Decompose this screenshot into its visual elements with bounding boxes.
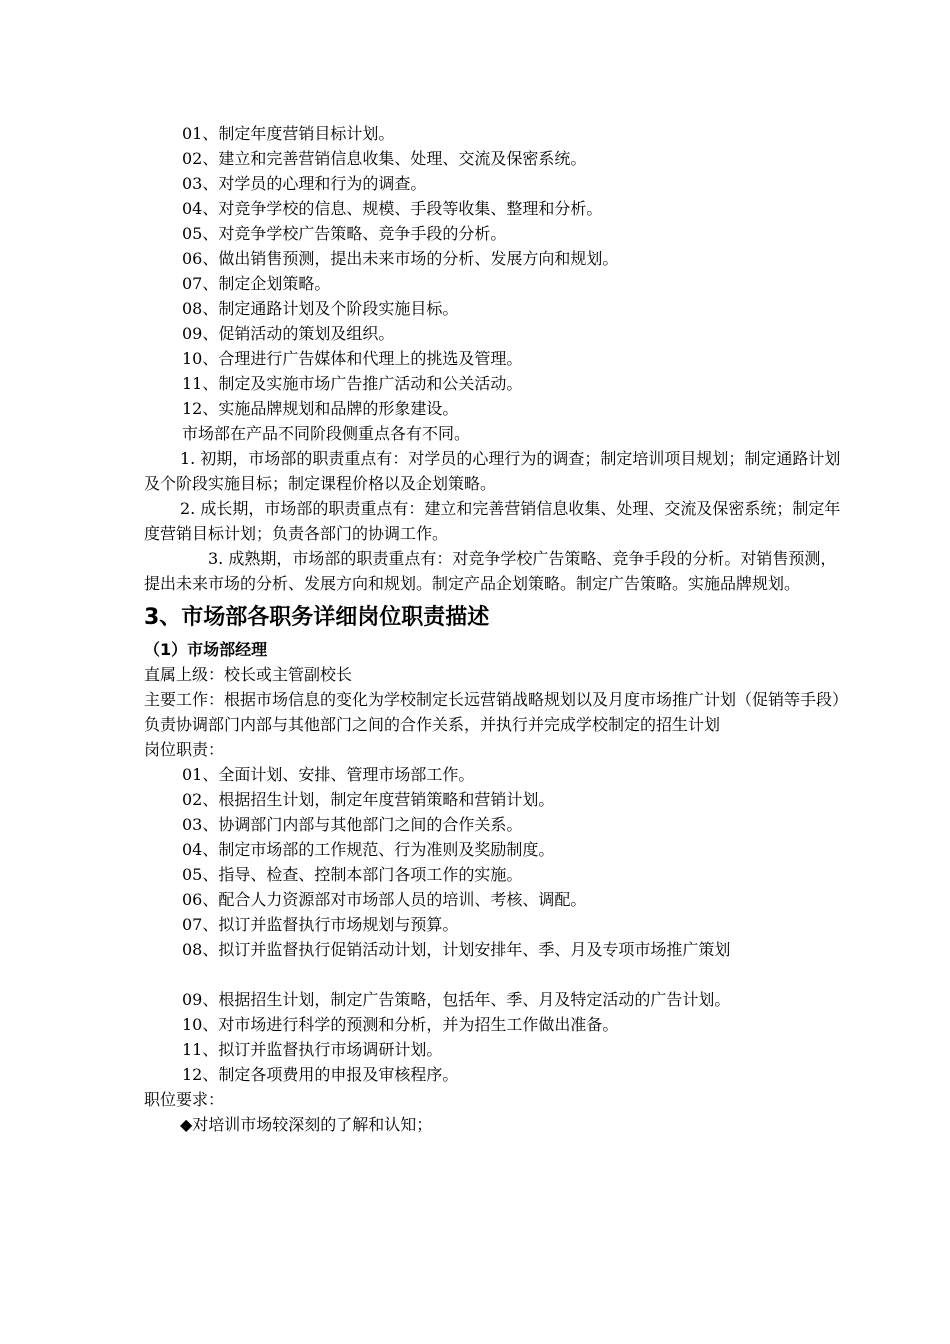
list-item: 08、制定通路计划及个阶段实施目标。 [182,299,459,318]
list-item: 03、协调部门内部与其他部门之间的合作关系。 [182,815,523,834]
list-item: 04、对竞争学校的信息、规模、手段等收集、整理和分析。 [182,199,603,218]
section-heading: 3、市场部各职务详细岗位职责描述 [144,605,490,630]
list-item: 05、指导、检查、控制本部门各项工作的实施。 [182,865,523,884]
list-item: 04、制定市场部的工作规范、行为准则及奖励制度。 [182,840,555,859]
list-item: 07、拟订并监督执行市场规划与预算。 [182,915,459,934]
list-item: 05、对竞争学校广告策略、竞争手段的分析。 [182,224,507,243]
list-item: 10、对市场进行科学的预测和分析，并为招生工作做出准备。 [182,1015,619,1034]
list-item: 07、制定企划策略。 [182,274,331,293]
list-item: 12、实施品牌规划和品牌的形象建设。 [182,399,459,418]
duties-label: 岗位职责： [144,740,225,759]
list-item: 11、拟订并监督执行市场调研计划。 [182,1040,443,1059]
requirement-item: ◆对培训市场较深刻的了解和认知； [180,1115,433,1134]
list-item: 03、对学员的心理和行为的调查。 [182,174,427,193]
stage-paragraph-1: 1. 初期，市场部的职责重点有：对学员的心理行为的调查；制定培训项目规划；制定通路计划及个阶段实施目标；制定课程价格以及企划策略。 [144,449,841,493]
requirements-label: 职位要求： [144,1090,225,1109]
manager-duty-list [144,762,850,1087]
list-item: 01、全面计划、安排、管理市场部工作。 [182,765,475,784]
stage-paragraph-2: 2. 成长期，市场部的职责重点有：建立和完善营销信息收集、处理、交流及保密系统；制定年度营销目标计划；负责各部门的协调工作。 [144,499,841,543]
list-item: 06、做出销售预测，提出未来市场的分析、发展方向和规划。 [182,249,619,268]
list-item: 09、促销活动的策划及组织。 [182,324,395,343]
subsection-heading: （1）市场部经理 [144,640,268,659]
list-item: 11、制定及实施市场广告推广活动和公关活动。 [182,374,523,393]
list-item: 01、制定年度营销目标计划。 [182,124,395,143]
stage-paragraph-3: 3. 成熟期，市场部的职责重点有：对竞争学校广告策略、竞争手段的分析。对销售预测，提出未来市场的分析、发展方向和规划。制定产品企划策略。制定广告策略。实施品牌规划。 [144,549,837,593]
list-item: 08、拟订并监督执行促销活动计划，计划安排年、季、月及专项市场推广策划 [182,940,731,959]
main-work-paragraph: 主要工作：根据市场信息的变化为学校制定长远营销战略规划以及月度市场推广计划（促销等手段）负责协调部门内部与其他部门之间的合作关系，并执行并完成学校制定的招生计划 [144,690,849,734]
superior-line: 直属上级：校长或主管副校长 [144,665,353,684]
stage-intro: 市场部在产品不同阶段侧重点各有不同。 [182,424,471,443]
list-item: 06、配合人力资源部对市场部人员的培训、考核、调配。 [182,890,587,909]
list-item: 02、建立和完善营销信息收集、处理、交流及保密系统。 [182,149,587,168]
marketing-duty-list [144,121,850,421]
list-item: 10、合理进行广告媒体和代理上的挑选及管理。 [182,349,523,368]
blank-line [144,962,850,987]
list-item: 09、根据招生计划，制定广告策略，包括年、季、月及特定活动的广告计划。 [182,990,731,1009]
list-item: 12、制定各项费用的申报及审核程序。 [182,1065,459,1084]
list-item: 02、根据招生计划，制定年度营销策略和营销计划。 [182,790,555,809]
